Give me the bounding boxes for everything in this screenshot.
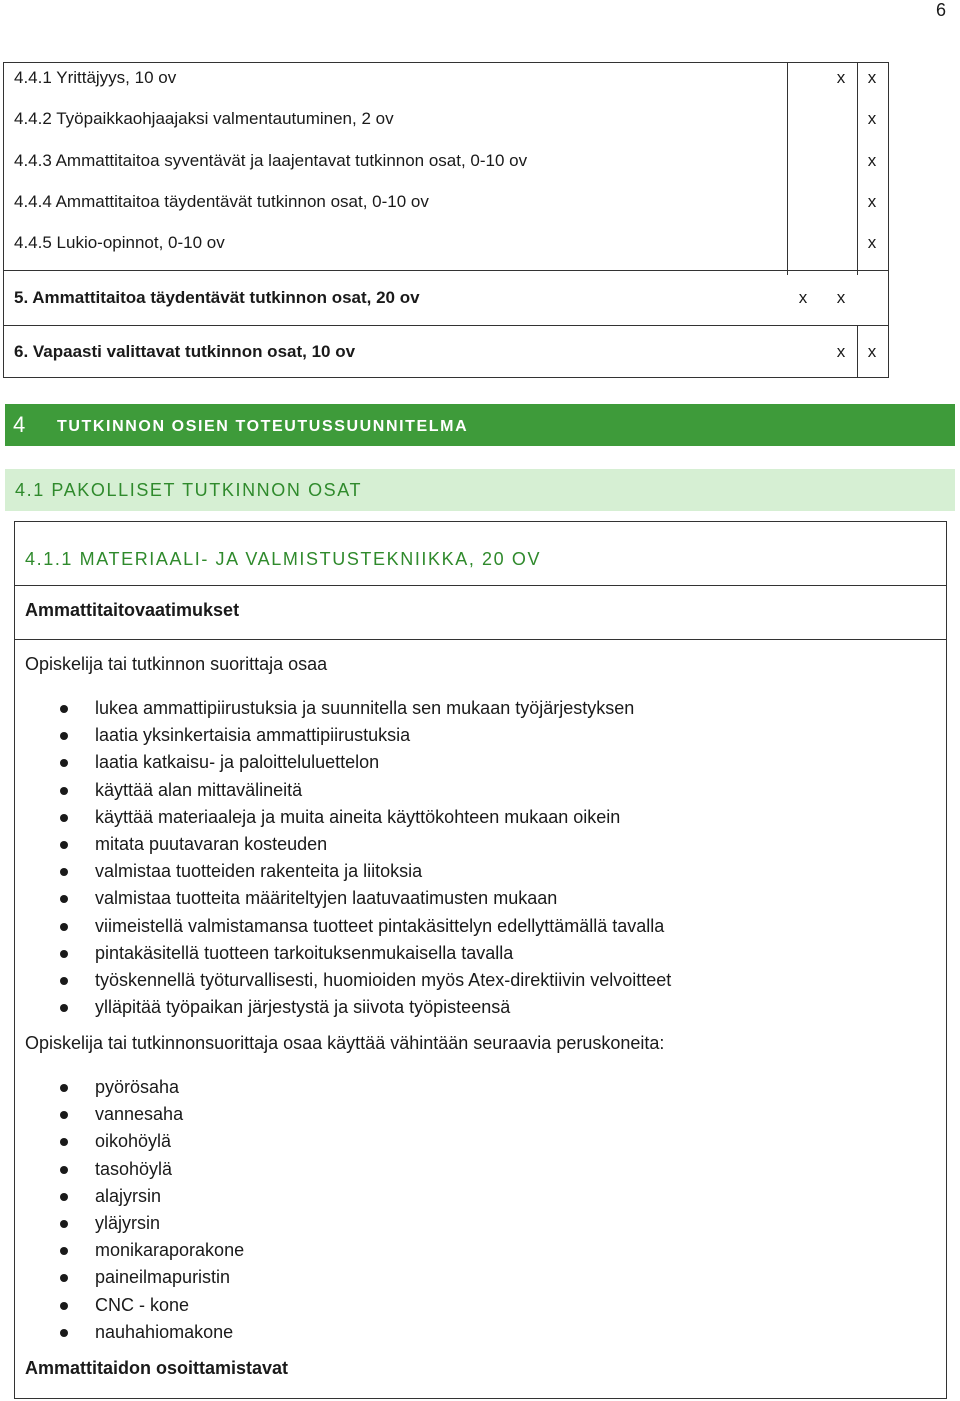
list-item xyxy=(15,1074,244,1101)
list-item xyxy=(15,1264,244,1291)
table-row-label: 5. Ammattitaitoa täydentävät tutkinnon osat, 20 ov xyxy=(14,288,420,307)
bullet-icon xyxy=(60,1084,68,1092)
list-item xyxy=(15,940,671,967)
list-item-text: työskennellä työturvallisesti, huomioiden myös Atex-direktiivin velvoitteet xyxy=(95,969,672,990)
list-item xyxy=(15,695,671,722)
bullet-icon xyxy=(60,1274,68,1282)
list-item xyxy=(15,1156,244,1183)
list-item xyxy=(15,967,671,994)
list-item-text: laatia yksinkertaisia ammattipiirustuksia xyxy=(95,725,411,746)
machines-list xyxy=(15,1074,244,1346)
list-item xyxy=(15,777,671,804)
list-item xyxy=(15,1128,244,1155)
bullet-icon xyxy=(60,787,68,795)
list-item-text: ylläpitää työpaikan järjestystä ja siivota työpisteensä xyxy=(95,997,511,1018)
bullet-icon xyxy=(60,1004,68,1012)
list-item-text: mitata puutavaran kosteuden xyxy=(95,833,328,854)
chapter-number: 4 xyxy=(13,412,26,437)
bullet-icon xyxy=(60,759,68,767)
bullet-icon xyxy=(60,895,68,903)
requirements-label: Ammattitaitovaatimukset xyxy=(25,600,240,620)
table-mark: x xyxy=(836,342,846,361)
list-item-text: pintakäsitellä tuotteen tarkoituksenmukaisella tavalla xyxy=(95,942,514,963)
list-item xyxy=(15,722,671,749)
table-mark: x xyxy=(867,151,877,170)
demonstration-label: Ammattitaidon osoittamistavat xyxy=(25,1358,289,1378)
bullet-icon xyxy=(60,1302,68,1310)
bullet-icon xyxy=(60,732,68,740)
bullet-icon xyxy=(60,950,68,958)
list-item-text: nauhahiomakone xyxy=(95,1321,234,1342)
table-row-label: 4.4.5 Lukio-opinnot, 0-10 ov xyxy=(14,233,225,252)
list-item-text: vannesaha xyxy=(95,1104,184,1125)
skills-intro: Opiskelija tai tutkinnon suorittaja osaa xyxy=(25,654,328,674)
row-divider xyxy=(4,325,888,326)
column-divider xyxy=(857,63,858,275)
list-item-text: CNC - kone xyxy=(95,1294,190,1315)
list-item-text: monikaraporakone xyxy=(95,1240,245,1261)
row-divider xyxy=(4,270,888,271)
table-mark: x xyxy=(867,192,877,211)
column-divider xyxy=(787,63,788,275)
bullet-icon xyxy=(60,814,68,822)
section-title: 4.1 PAKOLLISET TUTKINNON OSAT xyxy=(15,480,363,500)
row-divider xyxy=(15,585,946,586)
bullet-icon xyxy=(60,1166,68,1174)
bullet-icon xyxy=(60,1138,68,1146)
list-item xyxy=(15,858,671,885)
machines-intro: Opiskelija tai tutkinnonsuorittaja osaa käyttää vähintään seuraavia peruskoneita: xyxy=(25,1033,665,1053)
table-row-label: 4.4.3 Ammattitaitoa syventävät ja laajentavat tutkinnon osat, 0-10 ov xyxy=(14,151,528,170)
column-divider xyxy=(857,326,858,378)
list-item-text: käyttää alan mittavälineitä xyxy=(95,779,303,800)
list-item xyxy=(15,1210,244,1237)
list-item-text: viimeistellä valmistamansa tuotteet pintakäsittelyn edellyttämällä tavalla xyxy=(95,915,665,936)
list-item xyxy=(15,749,671,776)
bullet-icon xyxy=(60,1220,68,1228)
list-item-text: alajyrsin xyxy=(95,1185,162,1206)
bullet-icon xyxy=(60,841,68,849)
chapter-title: TUTKINNON OSIEN TOTEUTUSSUUNNITELMA xyxy=(57,418,469,435)
chapter-heading-bar xyxy=(5,404,955,446)
list-item xyxy=(15,1319,244,1346)
list-item-text: laatia katkaisu- ja paloitteluluettelon xyxy=(95,752,380,773)
list-item-text: käyttää materiaaleja ja muita aineita käyttökohteen mukaan oikein xyxy=(95,806,621,827)
skills-list xyxy=(15,695,671,1021)
list-item xyxy=(15,994,671,1021)
list-item xyxy=(15,831,671,858)
bullet-icon xyxy=(60,923,68,931)
table-mark: x xyxy=(867,342,877,361)
list-item-text: tasohöylä xyxy=(95,1158,173,1179)
list-item-text: lukea ammattipiirustuksia ja suunnitella sen mukaan työjärjestyksen xyxy=(95,698,635,718)
list-item xyxy=(15,913,671,940)
table-row-label: 4.4.4 Ammattitaitoa täydentävät tutkinnon osat, 0-10 ov xyxy=(14,192,429,211)
module-title: 4.1.1 MATERIAALI- JA VALMISTUSTEKNIIKKA, 20 OV xyxy=(25,549,542,569)
qualification-table xyxy=(3,62,889,378)
list-item-text: yläjyrsin xyxy=(95,1212,161,1233)
bullet-icon xyxy=(60,1111,68,1119)
list-item-text: pyörösaha xyxy=(95,1077,180,1097)
page-number: 6 xyxy=(935,0,946,20)
bullet-icon xyxy=(60,1329,68,1337)
bullet-icon xyxy=(60,977,68,985)
table-mark: x xyxy=(867,68,877,87)
table-mark: x xyxy=(867,233,877,252)
table-row-label: 4.4.2 Työpaikkaohjaajaksi valmentautuminen, 2 ov xyxy=(14,109,394,128)
list-item-text: oikohöylä xyxy=(95,1131,172,1152)
bullet-icon xyxy=(60,1193,68,1201)
bullet-icon xyxy=(60,868,68,876)
list-item xyxy=(15,885,671,912)
table-mark: x xyxy=(836,68,846,87)
list-item xyxy=(15,1183,244,1210)
bullet-icon xyxy=(60,705,68,713)
list-item xyxy=(15,1237,244,1264)
list-item xyxy=(15,1292,244,1319)
table-row-label: 4.4.1 Yrittäjyys, 10 ov xyxy=(14,68,177,87)
table-mark: x xyxy=(867,109,877,128)
table-row-label: 6. Vapaasti valittavat tutkinnon osat, 10 ov xyxy=(14,342,356,361)
list-item-text: valmistaa tuotteiden rakenteita ja liitoksia xyxy=(95,861,423,882)
module-box xyxy=(14,521,947,1399)
section-heading-bar xyxy=(5,469,955,511)
list-item xyxy=(15,1101,244,1128)
list-item xyxy=(15,804,671,831)
list-item-text: valmistaa tuotteita määriteltyjen laatuvaatimusten mukaan xyxy=(95,888,558,909)
table-mark: x xyxy=(836,288,846,307)
bullet-icon xyxy=(60,1247,68,1255)
list-item-text: paineilmapuristin xyxy=(95,1267,231,1288)
table-mark: x xyxy=(798,288,808,307)
row-divider xyxy=(15,639,946,640)
